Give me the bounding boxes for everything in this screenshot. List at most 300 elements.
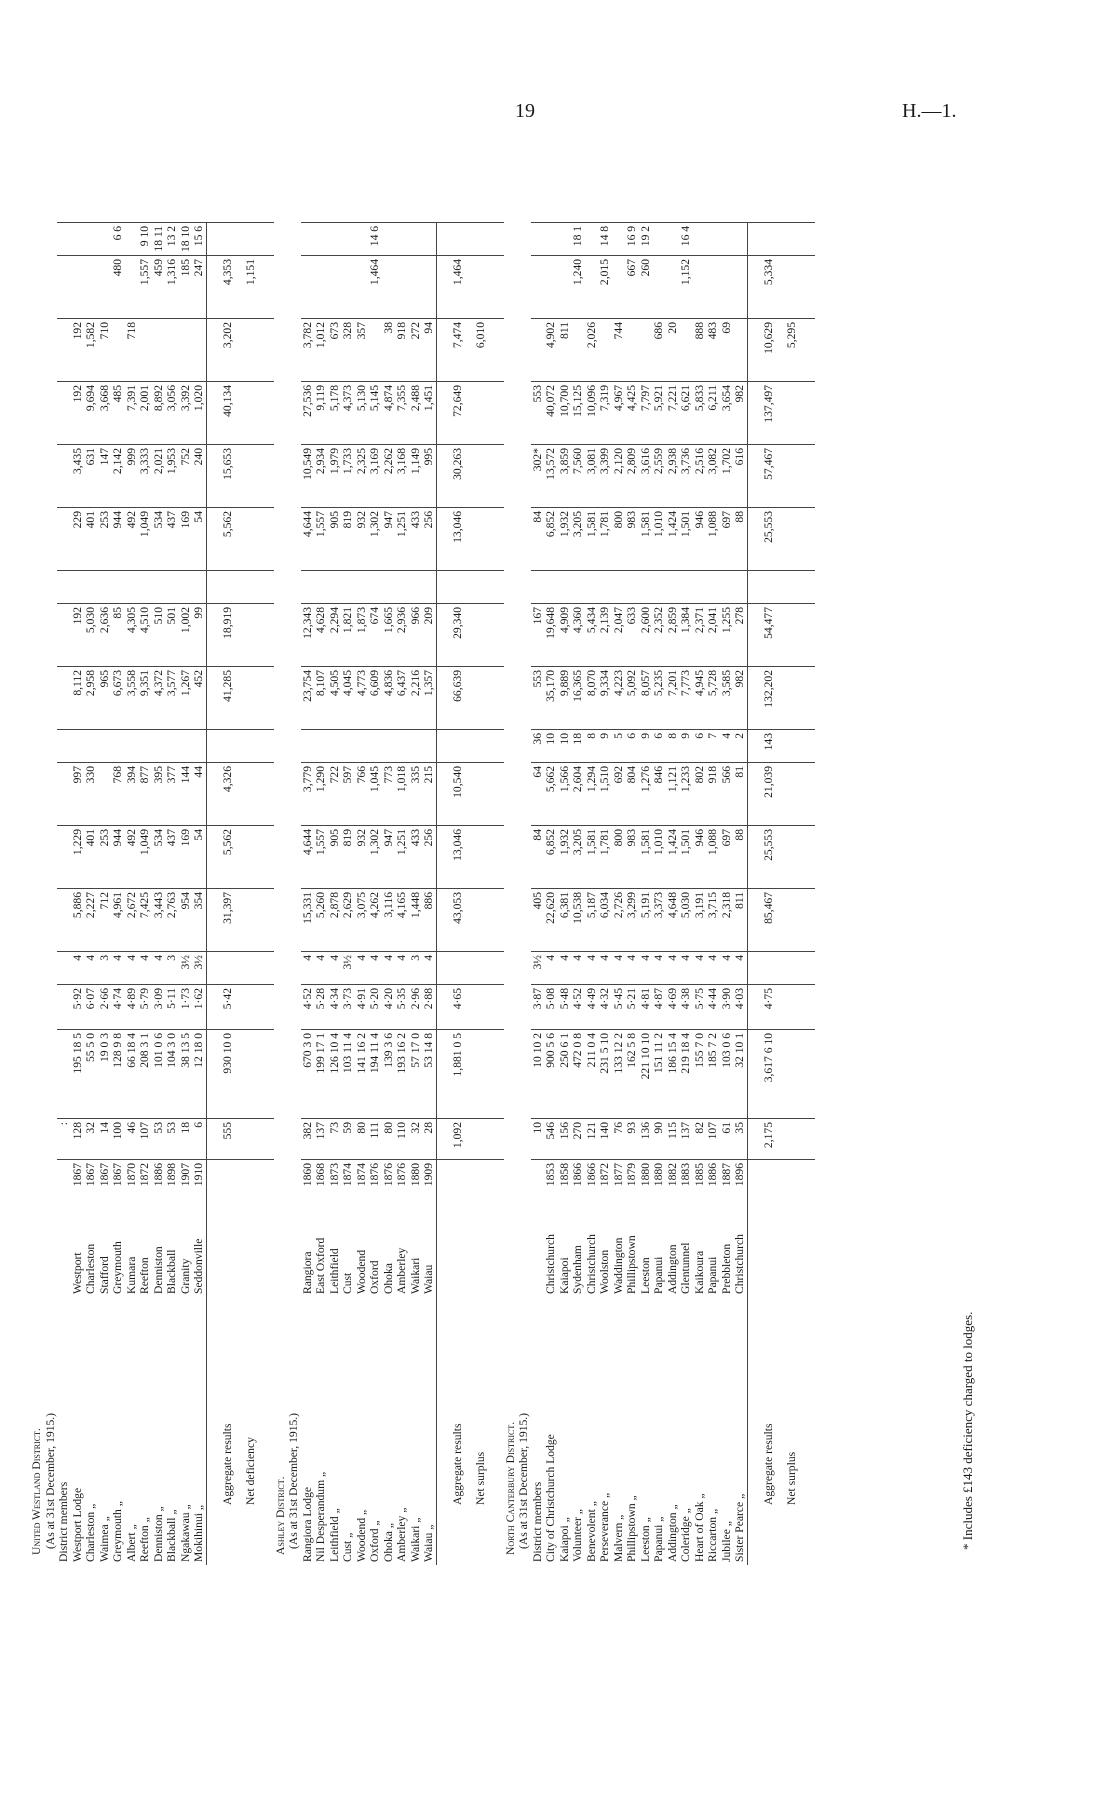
- value-cell: 192: [71, 382, 85, 445]
- value-cell: 3½: [341, 952, 355, 985]
- section-subtitle: (As at 31st December, 1915.): [43, 1412, 57, 1549]
- value-cell: 8: [585, 730, 599, 763]
- value-cell: 1,002: [179, 604, 193, 667]
- table-row: [328, 222, 342, 1565]
- lodge-year: [531, 1160, 545, 1197]
- value-cell: [152, 571, 166, 604]
- value-cell: 4·49: [585, 985, 599, 1030]
- value-cell: 5,662: [544, 763, 558, 826]
- value-cell: 3,191: [693, 889, 707, 952]
- lodge-place: Leithfield: [327, 1248, 341, 1294]
- value-cell: 905: [328, 508, 342, 571]
- value-cell: 932: [355, 508, 369, 571]
- value-cell: [244, 382, 274, 445]
- net-row: [474, 222, 504, 1565]
- value-cell: 965: [98, 667, 112, 730]
- value-cell: [179, 730, 193, 763]
- lodge-place: Rangiora: [300, 1251, 314, 1294]
- lodge-place: Kaikoura: [692, 1250, 706, 1294]
- value-cell: 2,352: [652, 604, 666, 667]
- value-cell: 1,151: [244, 256, 274, 319]
- lodge-name: Mokihinui „: [192, 1504, 205, 1562]
- value-cell: [474, 889, 504, 952]
- value-cell: 57 17 0: [409, 1030, 423, 1119]
- value-cell: 9,351: [138, 667, 152, 730]
- value-cell: 32 10 1: [733, 1030, 747, 1119]
- value-cell: 144: [179, 763, 193, 826]
- lodge-place: Glentunnel: [679, 1242, 692, 1294]
- value-cell: 1,566: [558, 763, 572, 826]
- value-cell: 3,392: [179, 382, 193, 445]
- value-cell: 18 1: [571, 222, 585, 255]
- value-cell: 4: [612, 952, 626, 985]
- lodge-name: Malvern „: [611, 1514, 625, 1562]
- value-cell: 6,010: [474, 319, 504, 382]
- value-cell: 247: [192, 256, 206, 319]
- value-cell: 483: [706, 319, 720, 382]
- value-cell: 35: [733, 1119, 747, 1160]
- value-cell: 59: [341, 1119, 355, 1160]
- value-cell: 7: [706, 730, 720, 763]
- lodge-place: Addington: [665, 1244, 679, 1294]
- value-cell: 5,145: [368, 382, 382, 445]
- value-cell: 5,260: [314, 889, 328, 952]
- value-cell: [57, 256, 71, 319]
- value-cell: [785, 256, 815, 319]
- spacer-cell: [206, 1196, 244, 1297]
- value-cell: 395: [152, 763, 166, 826]
- value-cell: 4: [111, 952, 125, 985]
- value-cell: 208 3 1: [138, 1030, 152, 1119]
- value-cell: [57, 763, 71, 826]
- value-cell: [84, 571, 98, 604]
- value-cell: [747, 222, 785, 255]
- value-cell: 1,581: [639, 826, 653, 889]
- value-cell: [652, 256, 666, 319]
- value-cell: [57, 1030, 71, 1119]
- value-cell: 10,549: [301, 445, 315, 508]
- lodge-year: 1898: [165, 1160, 179, 1197]
- value-cell: 377: [165, 763, 179, 826]
- net-row: [244, 222, 274, 1565]
- lodge-name: Sister Pearce „: [733, 1493, 746, 1562]
- value-cell: 185 7 2: [706, 1030, 720, 1119]
- value-cell: [244, 763, 274, 826]
- value-cell: [57, 319, 71, 382]
- value-cell: [474, 222, 504, 255]
- value-cell: [474, 730, 504, 763]
- value-cell: 6,852: [544, 508, 558, 571]
- value-cell: 3·09: [152, 985, 166, 1030]
- lodge-name: Reefton „: [138, 1517, 151, 1562]
- lodge-place: Blackball: [165, 1249, 178, 1294]
- value-cell: [571, 571, 585, 604]
- value-cell: [244, 319, 274, 382]
- value-cell: [785, 382, 815, 445]
- value-cell: 5,178: [328, 382, 342, 445]
- value-cell: [368, 319, 382, 382]
- value-cell: 302*: [531, 445, 545, 508]
- value-cell: 194 11 4: [368, 1030, 382, 1119]
- value-cell: 4,425: [625, 382, 639, 445]
- lodge-year: 1867: [71, 1160, 85, 1197]
- value-cell: [328, 571, 342, 604]
- value-cell: [57, 382, 71, 445]
- lodge-name: Phillipstown „: [625, 1495, 638, 1562]
- value-cell: 930 10 0: [206, 1030, 244, 1119]
- lodge-place: Charleston: [84, 1243, 97, 1294]
- value-cell: [785, 952, 815, 985]
- lodge-place: Seddonville: [192, 1238, 205, 1294]
- value-cell: 4: [71, 952, 85, 985]
- table-row: [693, 222, 707, 1565]
- value-cell: 982: [733, 667, 747, 730]
- value-cell: 1,294: [585, 763, 599, 826]
- lodge-year: 1867: [84, 1160, 98, 1197]
- lodge-place: Woolston: [598, 1249, 611, 1294]
- value-cell: 185: [179, 256, 193, 319]
- value-cell: [666, 571, 680, 604]
- lodge-name: District members: [530, 1481, 544, 1562]
- value-cell: 10: [558, 730, 572, 763]
- value-cell: 15,331: [301, 889, 315, 952]
- value-cell: 10,700: [558, 382, 572, 445]
- value-cell: [785, 222, 815, 255]
- value-cell: 6: [693, 730, 707, 763]
- value-cell: 10: [531, 1119, 545, 1160]
- value-cell: 2,859: [666, 604, 680, 667]
- table-row: [666, 222, 680, 1565]
- lodge-year: 1910: [192, 1160, 206, 1197]
- value-cell: 819: [341, 508, 355, 571]
- value-cell: 25,553: [747, 508, 785, 571]
- lodge-year: 1867: [98, 1160, 112, 1197]
- value-cell: 3,299: [625, 889, 639, 952]
- value-cell: 4,945: [693, 667, 707, 730]
- value-cell: 54: [192, 826, 206, 889]
- value-cell: 16 9: [625, 222, 639, 255]
- lodge-year: [57, 1160, 71, 1197]
- value-cell: 6·07: [84, 985, 98, 1030]
- value-cell: 3,169: [368, 445, 382, 508]
- value-cell: 4: [314, 952, 328, 985]
- value-cell: 215: [422, 763, 436, 826]
- value-cell: 5,833: [693, 382, 707, 445]
- lodge-year: 1886: [706, 1160, 720, 1197]
- value-cell: 2,120: [612, 445, 626, 508]
- value-cell: 710: [98, 319, 112, 382]
- value-cell: [368, 730, 382, 763]
- value-cell: 1,665: [382, 604, 396, 667]
- value-cell: 1,276: [639, 763, 653, 826]
- value-cell: [612, 256, 626, 319]
- table-row: [382, 222, 396, 1565]
- value-cell: [368, 571, 382, 604]
- value-cell: 270: [571, 1119, 585, 1160]
- value-cell: 43,053: [436, 889, 474, 952]
- lodge-name: Waiau „: [422, 1524, 435, 1562]
- value-cell: 534: [152, 508, 166, 571]
- value-cell: [531, 319, 545, 382]
- value-cell: 8,892: [152, 382, 166, 445]
- table-row: [531, 222, 545, 1565]
- value-cell: [71, 256, 85, 319]
- value-cell: [747, 952, 785, 985]
- value-cell: 555: [206, 1119, 244, 1160]
- table-row: [585, 222, 599, 1565]
- document-code: H.—1.: [902, 100, 957, 122]
- value-cell: 3: [98, 952, 112, 985]
- value-cell: 811: [558, 319, 572, 382]
- page-number: 19: [515, 100, 535, 122]
- value-cell: 452: [192, 667, 206, 730]
- value-cell: 4,836: [382, 667, 396, 730]
- value-cell: 80: [355, 1119, 369, 1160]
- value-cell: 2,175: [747, 1119, 785, 1160]
- value-cell: 4: [693, 952, 707, 985]
- value-cell: 2,878: [328, 889, 342, 952]
- value-cell: 918: [706, 763, 720, 826]
- value-cell: 155 7 0: [693, 1030, 707, 1119]
- lodge-place: Cust: [341, 1272, 354, 1294]
- value-cell: 5·79: [138, 985, 152, 1030]
- value-cell: 357: [355, 319, 369, 382]
- value-cell: 18: [571, 730, 585, 763]
- value-cell: 3,715: [706, 889, 720, 952]
- value-cell: 7,425: [138, 889, 152, 952]
- value-cell: 1,581: [585, 826, 599, 889]
- value-cell: [314, 222, 328, 255]
- value-cell: 1,049: [138, 508, 152, 571]
- value-cell: [125, 730, 139, 763]
- table-row: [368, 222, 382, 1565]
- value-cell: 3,373: [652, 889, 666, 952]
- value-cell: 3·87: [531, 985, 545, 1030]
- value-cell: 1,357: [422, 667, 436, 730]
- value-cell: 674: [368, 604, 382, 667]
- value-cell: [71, 730, 85, 763]
- value-cell: 4: [558, 952, 572, 985]
- value-cell: 7,201: [666, 667, 680, 730]
- value-cell: 2,021: [152, 445, 166, 508]
- value-cell: 2,318: [720, 889, 734, 952]
- value-cell: 2,488: [409, 382, 423, 445]
- value-cell: 32: [84, 1119, 98, 1160]
- lodge-place: Papanui: [652, 1256, 665, 1294]
- value-cell: [474, 1030, 504, 1119]
- value-cell: :: [57, 1119, 71, 1160]
- value-cell: 492: [125, 826, 139, 889]
- value-cell: 846: [652, 763, 666, 826]
- value-cell: [733, 222, 747, 255]
- value-cell: 10: [544, 730, 558, 763]
- aggregate-label: Aggregate results: [436, 1297, 474, 1565]
- value-cell: [244, 667, 274, 730]
- value-cell: 382: [301, 1119, 315, 1160]
- value-cell: [355, 222, 369, 255]
- spacer-cell: [747, 1160, 785, 1197]
- value-cell: [720, 222, 734, 255]
- value-cell: 23,754: [301, 667, 315, 730]
- value-cell: 221 10 10: [639, 1030, 653, 1119]
- lodge-year: 1882: [666, 1160, 680, 1197]
- value-cell: [328, 222, 342, 255]
- value-cell: 3,205: [571, 826, 585, 889]
- value-cell: 5·45: [612, 985, 626, 1030]
- value-cell: 1,424: [666, 508, 680, 571]
- value-cell: 3,168: [395, 445, 409, 508]
- value-cell: [785, 730, 815, 763]
- value-cell: [571, 319, 585, 382]
- value-cell: 2·96: [409, 985, 423, 1030]
- value-cell: 437: [165, 826, 179, 889]
- value-cell: 773: [382, 763, 396, 826]
- lodge-place: [57, 1196, 71, 1297]
- value-cell: 22,620: [544, 889, 558, 952]
- value-cell: 4,874: [382, 382, 396, 445]
- value-cell: 2,600: [639, 604, 653, 667]
- value-cell: 5,187: [585, 889, 599, 952]
- table-row: [598, 222, 612, 1565]
- value-cell: [57, 730, 71, 763]
- value-cell: 8,112: [71, 667, 85, 730]
- lodge-year: 1885: [693, 1160, 707, 1197]
- value-cell: 9: [639, 730, 653, 763]
- value-cell: 8,107: [314, 667, 328, 730]
- value-cell: 995: [422, 445, 436, 508]
- table-row: [138, 222, 152, 1565]
- value-cell: 686: [652, 319, 666, 382]
- value-cell: 3,782: [301, 319, 315, 382]
- value-cell: 88: [733, 508, 747, 571]
- lodge-place: Woodend: [354, 1249, 368, 1294]
- value-cell: 4·74: [111, 985, 125, 1030]
- table-row: [111, 222, 125, 1565]
- value-cell: 128: [71, 1119, 85, 1160]
- value-cell: [382, 730, 396, 763]
- value-cell: 7,391: [125, 382, 139, 445]
- value-cell: [474, 1119, 504, 1160]
- value-cell: [436, 571, 474, 604]
- value-cell: [206, 571, 244, 604]
- table-row: [720, 222, 734, 1565]
- lodge-name: City of Christchurch Lodge: [544, 1434, 557, 1562]
- value-cell: 101 0 6: [152, 1030, 166, 1119]
- value-cell: 9 10: [138, 222, 152, 255]
- value-cell: 1,045: [368, 763, 382, 826]
- value-cell: 811: [733, 889, 747, 952]
- value-cell: 3,202: [206, 319, 244, 382]
- value-cell: 94: [422, 319, 436, 382]
- value-cell: [733, 319, 747, 382]
- lodge-place: Waiau: [422, 1264, 435, 1294]
- value-cell: 169: [179, 826, 193, 889]
- value-cell: [422, 730, 436, 763]
- value-cell: 1,821: [341, 604, 355, 667]
- value-cell: 9,694: [84, 382, 98, 445]
- value-cell: [328, 730, 342, 763]
- value-cell: 4,644: [301, 826, 315, 889]
- value-cell: [98, 571, 112, 604]
- value-cell: [409, 571, 423, 604]
- spacer-cell: [436, 1160, 474, 1197]
- value-cell: 15 6: [192, 222, 206, 255]
- lodge-name: Perseverance „: [598, 1492, 611, 1562]
- value-cell: 100: [111, 1119, 125, 1160]
- value-cell: [395, 730, 409, 763]
- lodge-year: 1880: [652, 1160, 666, 1197]
- value-cell: 1,979: [328, 445, 342, 508]
- value-cell: [785, 826, 815, 889]
- value-cell: 4,373: [341, 382, 355, 445]
- value-cell: 143: [747, 730, 785, 763]
- value-cell: 566: [720, 763, 734, 826]
- value-cell: [138, 571, 152, 604]
- value-cell: 4,223: [612, 667, 626, 730]
- value-cell: [125, 256, 139, 319]
- value-cell: 4·75: [747, 985, 785, 1030]
- value-cell: 169: [179, 508, 193, 571]
- value-cell: [785, 445, 815, 508]
- value-cell: [152, 319, 166, 382]
- value-cell: 32: [409, 1119, 423, 1160]
- value-cell: 5·48: [558, 985, 572, 1030]
- value-cell: 31,397: [206, 889, 244, 952]
- value-cell: 4·52: [571, 985, 585, 1030]
- value-cell: 3,081: [585, 445, 599, 508]
- value-cell: 80: [382, 1119, 396, 1160]
- value-cell: 66 18 4: [125, 1030, 139, 1119]
- value-cell: 1,510: [598, 763, 612, 826]
- value-cell: 81: [733, 763, 747, 826]
- value-cell: 4·91: [355, 985, 369, 1030]
- value-cell: 28: [422, 1119, 436, 1160]
- value-cell: [125, 571, 139, 604]
- value-cell: [639, 571, 653, 604]
- value-cell: 141 16 2: [355, 1030, 369, 1119]
- lodge-year: 1880: [409, 1160, 423, 1197]
- lodge-name: Benevolent „: [584, 1501, 598, 1562]
- value-cell: 21,039: [747, 763, 785, 826]
- table-row: [409, 222, 423, 1565]
- value-cell: 1,448: [409, 889, 423, 952]
- table-row: [152, 222, 166, 1565]
- value-cell: 7,773: [679, 667, 693, 730]
- lodge-year: 1867: [111, 1160, 125, 1197]
- value-cell: 1,316: [165, 256, 179, 319]
- value-cell: 3½: [192, 952, 206, 985]
- value-cell: 670 3 0: [301, 1030, 315, 1119]
- value-cell: 121: [585, 1119, 599, 1160]
- lodge-place: East Oxford: [314, 1237, 327, 1294]
- lodge-place: Christchurch: [584, 1234, 598, 1294]
- section-title-row: [30, 222, 44, 1565]
- value-cell: [652, 571, 666, 604]
- value-cell: 40,134: [206, 382, 244, 445]
- lodge-year: 1879: [625, 1160, 639, 1197]
- value-cell: 4·34: [328, 985, 342, 1030]
- table-row: [179, 222, 193, 1565]
- lodge-place: Granity: [178, 1258, 192, 1294]
- spacer-cell: [244, 1160, 274, 1197]
- lodge-name: Waikari „: [408, 1517, 422, 1562]
- value-cell: 3,558: [125, 667, 139, 730]
- value-cell: 20: [666, 319, 680, 382]
- value-cell: 354: [192, 889, 206, 952]
- value-cell: 6,034: [598, 889, 612, 952]
- value-cell: 1,240: [571, 256, 585, 319]
- value-cell: 1,251: [395, 508, 409, 571]
